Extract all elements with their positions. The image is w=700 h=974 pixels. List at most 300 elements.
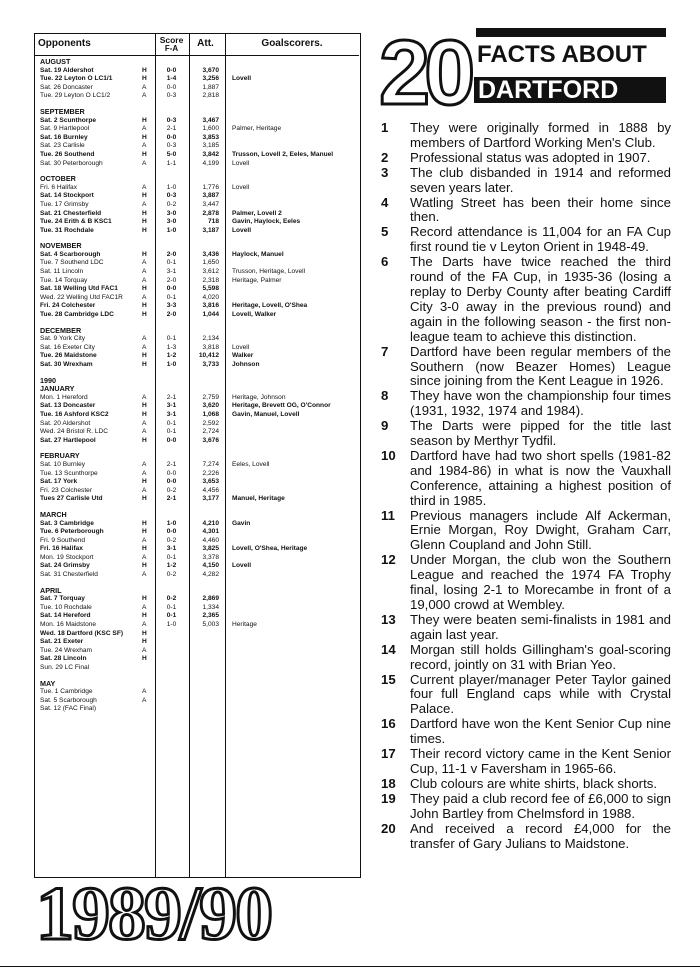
fixture-venue: A (142, 646, 147, 654)
fixture-attendance: 1,600 (202, 125, 219, 133)
fixture-match: Sat. 28 Lincoln (40, 655, 87, 663)
fact-text: Dartford have had two short spells (1981-82 and 1984-86) in what is now the Vauxhall Conference, attaining a highest position of third in 1985. (410, 447, 671, 508)
fixture-goalscorers: Lovell (232, 343, 250, 351)
fixture-attendance: 3,436 (202, 250, 219, 258)
fixture-attendance: 1,887 (202, 83, 219, 91)
fixture-venue: H (142, 311, 147, 319)
fixture-score: 3-3 (166, 302, 177, 310)
fixture-goalscorers: Lovell (232, 226, 252, 234)
header-score: Score (159, 35, 184, 45)
page-bottom-rule (0, 966, 700, 967)
fixture-goalscorers: Heritage, Brevett OG, O'Connor (232, 402, 331, 410)
fixture-match: Sat. 16 Burnley (40, 133, 88, 141)
fixture-score: 0-1 (166, 603, 177, 611)
fixture-row (35, 478, 359, 487)
title-bar (476, 28, 666, 37)
fixture-row (35, 277, 359, 286)
fixture-row (35, 638, 359, 647)
fact-text: Current player/manager Peter Taylor gained four full England caps while with Crystal Palace. (410, 671, 671, 717)
fact-item (381, 509, 671, 554)
fixture-venue: A (142, 469, 147, 477)
fixture-match: Sat. 30 Wrexham (40, 361, 93, 368)
fact-number: 13 (381, 611, 396, 627)
fixture-attendance: 3,378 (202, 553, 219, 561)
fixture-score: 1-0 (166, 183, 177, 191)
fixture-row (35, 218, 359, 227)
fixture-attendance: 1,650 (202, 259, 219, 267)
fixture-match: Sat. 21 Chesterfield (40, 209, 102, 217)
fixture-score: 0-0 (166, 133, 177, 141)
fixture-attendance: 3,676 (202, 436, 219, 444)
fixture-attendance: 1,776 (202, 183, 219, 191)
fixture-attendance: 5,598 (202, 285, 219, 293)
fixture-score: 0-2 (166, 536, 177, 544)
fact-item (381, 643, 671, 673)
fixture-venue: H (142, 66, 147, 74)
fact-text: They were originally formed in 1888 by members of Dartford Working Men's Club. (410, 120, 671, 150)
month-section (35, 108, 359, 168)
facts-list (381, 121, 671, 851)
fact-item (381, 419, 671, 449)
fact-text: Record attendance is 11,004 for an FA Cup first round tie v Leyton Orient in 1948-49. (410, 224, 671, 255)
fixture-row (35, 630, 359, 639)
fixture-match: Sat. 30 Peterborough (40, 159, 103, 167)
fixture-match: Sat. 21 Exeter (40, 638, 84, 646)
fixture-match: Tue. 13 Scunthorpe (40, 469, 98, 477)
fixture-row (35, 528, 359, 537)
fixture-goalscorers: Walker (232, 352, 254, 360)
header-fa: F-A (164, 44, 179, 53)
fixture-venue: A (142, 696, 147, 704)
fixture-match: Sat. 16 Exeter City (40, 343, 95, 351)
fixture-row (35, 428, 359, 437)
fact-text: The club disbanded in 1914 and reformed seven years later. (410, 164, 671, 195)
fixture-attendance: 3,653 (202, 478, 219, 486)
month-title: MAY (40, 678, 56, 688)
fixture-venue: H (142, 192, 147, 200)
month-section (35, 327, 359, 370)
fixture-attendance: 2,226 (202, 469, 219, 477)
fixture-attendance: 718 (207, 218, 219, 226)
fixture-score: 0-2 (166, 200, 177, 208)
fixture-score: 0-2 (166, 486, 177, 494)
fixture-row (35, 411, 359, 420)
fact-text: They have won the championship four times (1931, 1932, 1974 and 1984). (410, 388, 671, 419)
fixture-row (35, 604, 359, 613)
fixtures-table (34, 33, 361, 878)
fact-number: 16 (381, 716, 396, 732)
fixture-match: Sat. 31 Chesterfield (40, 571, 98, 579)
fixture-row (35, 437, 359, 446)
fixture-row (35, 84, 359, 93)
fixture-attendance: 3,842 (202, 150, 219, 158)
fixture-row (35, 160, 359, 169)
fixture-goalscorers: Lovell (232, 183, 250, 191)
fixture-venue: A (142, 536, 147, 544)
fixture-match: Tue. 26 Southend (40, 150, 95, 158)
fixture-goalscorers: Haylock, Manuel (232, 250, 284, 258)
fixture-attendance: 4,460 (202, 536, 219, 544)
fixture-venue: H (142, 655, 147, 663)
fixture-row (35, 688, 359, 697)
fixture-score: 0-0 (166, 478, 177, 486)
fixture-attendance: 3,620 (202, 402, 219, 410)
fixture-match: Sat. 26 Doncaster (40, 83, 93, 91)
fixture-attendance: 4,150 (202, 562, 219, 570)
fixture-row (35, 125, 359, 134)
fixture-venue: H (142, 629, 147, 637)
fixture-match: Sat. 9 Hartlepool (40, 125, 90, 133)
fixture-row (35, 67, 359, 76)
fixture-match: Sat. 3 Cambridge (40, 519, 94, 527)
month-title: NOVEMBER (40, 241, 82, 251)
fixture-venue: H (142, 495, 147, 503)
fixture-row (35, 335, 359, 344)
fixture-match: Tue. 26 Maidstone (40, 352, 97, 360)
fixture-match: Tue. 22 Leyton O LC1/1 (40, 75, 113, 83)
fixture-score: 2-1 (166, 495, 177, 503)
fixture-venue: H (142, 361, 147, 368)
fixture-row (35, 294, 359, 303)
fixture-venue: A (142, 83, 147, 91)
fixture-row (35, 344, 359, 353)
fact-number: 2 (381, 149, 389, 165)
fixture-venue: H (142, 209, 147, 217)
fixture-venue: H (142, 519, 147, 527)
fact-number: 9 (381, 418, 389, 434)
fixture-goalscorers: Lovell, O'Shea, Heritage (232, 545, 308, 553)
fixture-score: 0-3 (166, 192, 177, 200)
fixture-venue: A (142, 276, 147, 284)
fact-text: Dartford have won the Kent Senior Cup nine times. (410, 716, 671, 747)
fact-number: 15 (381, 671, 396, 687)
fact-number: 5 (381, 224, 389, 240)
fact-number: 6 (381, 254, 389, 270)
fixture-attendance: 2,365 (202, 612, 219, 620)
fixture-match: Fri. 16 Halifax (40, 545, 83, 553)
fixture-score: 2-1 (166, 460, 177, 468)
fixture-row (35, 420, 359, 429)
fixture-match: Sat. 12 (FAC Final) (40, 705, 97, 713)
month-section (35, 58, 359, 101)
fixture-attendance: 3,612 (202, 268, 219, 276)
fixture-attendance: 2,869 (202, 595, 219, 603)
fixture-venue: H (142, 150, 147, 158)
fixture-match: Wed. 22 Welling Utd FAC1R (40, 293, 123, 301)
month-title: MARCH (40, 509, 67, 519)
season-title: 1989/90 (36, 872, 272, 956)
fixture-venue: H (142, 638, 147, 646)
fixture-row (35, 402, 359, 411)
fixture-venue: H (142, 218, 147, 226)
month-title: FEBRUARY (40, 451, 80, 461)
fixture-score: 2-0 (166, 276, 177, 284)
fact-item (381, 673, 671, 718)
fixture-venue: A (142, 200, 147, 208)
fixture-match: Sat. 24 Grimsby (40, 562, 90, 570)
fixture-row (35, 259, 359, 268)
fixture-venue: H (142, 133, 147, 141)
fixture-row (35, 705, 359, 714)
fixture-score: 0-1 (166, 553, 177, 561)
fact-text: Morgan still holds Gillingham's goal-scoring record, jointly on 31 with Brian Yeo. (410, 641, 671, 672)
fact-item (381, 151, 671, 166)
fixture-score: 1-2 (166, 352, 177, 360)
fixture-row (35, 461, 359, 470)
fixture-venue: H (142, 302, 147, 310)
fixture-row (35, 361, 359, 370)
fixture-venue: A (142, 428, 147, 436)
fixture-venue: A (142, 125, 147, 133)
fixture-score: 5-0 (166, 150, 177, 158)
fixture-attendance: 4,456 (202, 486, 219, 494)
fixture-match: Tue. 14 Torquay (40, 276, 88, 284)
fixture-venue: A (142, 183, 147, 191)
fact-item (381, 121, 671, 151)
fixture-match: Sat. 19 Aldershot (40, 66, 94, 74)
fixture-row (35, 470, 359, 479)
fixture-match: Tue. 7 Southend LDC (40, 259, 104, 267)
fixture-attendance: 3,853 (202, 133, 219, 141)
fixture-score: 3-0 (166, 218, 177, 226)
fixture-match: Tue. 6 Peterborough (40, 528, 104, 536)
fact-item (381, 166, 671, 196)
fact-number: 12 (381, 552, 396, 568)
fixture-score: 0-0 (166, 469, 177, 477)
fixture-attendance: 3,187 (202, 226, 219, 234)
fact-text: They were beaten semi-finalists in 1981 and again last year. (410, 611, 671, 642)
fact-text: Club colours are white shirts, black shorts. (410, 775, 657, 791)
fixture-venue: A (142, 688, 147, 696)
fixture-attendance: 1,334 (202, 603, 219, 611)
fact-item (381, 449, 671, 509)
fixture-attendance: 4,301 (202, 528, 219, 536)
fixture-goalscorers: Trusson, Lovell 2, Eeles, Manuel (232, 150, 334, 158)
fixture-row (35, 697, 359, 706)
fixture-row (35, 621, 359, 630)
fixture-row (35, 210, 359, 219)
fixture-row (35, 562, 359, 571)
fixture-match: Tue. 29 Leyton O LC1/2 (40, 92, 111, 100)
fact-item (381, 777, 671, 792)
fixture-goalscorers: Heritage, Lovell, O'Shea (232, 302, 308, 310)
fixture-venue: A (142, 553, 147, 561)
fixture-match: Fri. 9 Southend (40, 536, 86, 544)
fixture-match: Sat. 2 Scunthorpe (40, 116, 97, 124)
fixture-venue: H (142, 436, 147, 444)
fixture-match: Sat. 14 Hereford (40, 612, 91, 620)
fixture-row (35, 612, 359, 621)
fact-item (381, 225, 671, 255)
fixture-score: 3-1 (166, 545, 177, 553)
fixture-attendance: 2,318 (202, 276, 219, 284)
fixture-attendance: 3,185 (202, 142, 219, 150)
fixture-attendance: 10,412 (198, 352, 219, 360)
fixture-venue: A (142, 335, 147, 343)
fixture-goalscorers: Gavin (232, 519, 251, 527)
fixture-match: Sat. 4 Scarborough (40, 250, 101, 258)
fact-item (381, 747, 671, 777)
fixture-goalscorers: Lovell (232, 75, 252, 83)
month-section (35, 377, 359, 446)
fixture-match: Mon. 19 Stockport (40, 553, 94, 561)
fixture-score: 1-0 (166, 361, 177, 368)
fixture-goalscorers: Manuel, Heritage (232, 495, 285, 503)
fixture-venue: H (142, 402, 147, 410)
fixture-score: 0-0 (166, 285, 177, 293)
month-title: DECEMBER (40, 325, 82, 335)
month-section (35, 175, 359, 235)
fact-number: 8 (381, 388, 389, 404)
fixture-score: 0-3 (166, 142, 177, 150)
fixture-attendance: 2,818 (202, 92, 219, 100)
fixture-match: Sat. 10 Burnley (40, 460, 86, 468)
fixture-score: 2-1 (166, 125, 177, 133)
fixture-row (35, 537, 359, 546)
fact-number: 1 (381, 120, 389, 135)
fixture-score: 1-0 (166, 621, 177, 629)
fixture-match: Mon. 16 Maidstone (40, 621, 97, 629)
fact-text: The Darts have twice reached the third round of the FA Cup, in 1935-36 (losing a replay to Derby County after beating Cardiff City 3-0 away in the previous round) and again in the following season - the first non-league team to achieve this distinction. (410, 254, 671, 344)
fixture-goalscorers: Trusson, Heritage, Lovell (232, 268, 306, 276)
fact-text: Their record victory came in the Kent Senior Cup, 11-1 v Faversham in 1965-66. (410, 746, 671, 776)
fixture-match: Tue. 17 Grimsby (40, 200, 89, 208)
fixture-row (35, 92, 359, 101)
fact-item (381, 389, 671, 419)
fixture-row (35, 302, 359, 311)
facts-title-line2: DARTFORD (474, 77, 666, 103)
fixture-venue: H (142, 410, 147, 418)
fixture-venue: A (142, 621, 147, 629)
fixture-row (35, 117, 359, 126)
fixture-match: Sat. 9 York City (40, 335, 86, 343)
fixture-match: Sat. 17 York (40, 478, 78, 486)
fixture-match: Tue. 24 Wrexham (40, 646, 93, 654)
fixture-attendance: 2,759 (202, 393, 219, 401)
fact-number: 3 (381, 164, 389, 180)
fixture-attendance: 3,816 (202, 302, 219, 310)
facts-number: 20 (379, 22, 470, 124)
fixture-row (35, 545, 359, 554)
fixture-venue: H (142, 116, 147, 124)
fact-text: Under Morgan, the club won the Southern League and reached the 1974 FA Trophy final, losing 2-1 to Morecambe in front of a 19,000 crowd at Wembley. (410, 552, 671, 612)
fixture-score: 0-3 (166, 92, 177, 100)
fixture-match: Sat. 13 Doncaster (40, 402, 96, 410)
month-title: 1990 (40, 375, 56, 385)
fact-number: 7 (381, 343, 389, 359)
header-opponents: Opponents (38, 38, 91, 49)
fixture-attendance: 3,818 (202, 343, 219, 351)
fixture-match: Sat. 23 Carlisle (40, 142, 85, 150)
fixture-match: Mon. 1 Hereford (40, 393, 88, 401)
fixture-score: 1-2 (166, 562, 177, 570)
fixture-venue: H (142, 478, 147, 486)
fixture-venue: A (142, 393, 147, 401)
fixture-score: 1-0 (166, 519, 177, 527)
fact-text: Professional status was adopted in 1907. (410, 149, 651, 165)
fact-number: 17 (381, 746, 396, 762)
fixture-goalscorers: Johnson (232, 361, 260, 368)
fixture-row (35, 151, 359, 160)
fixture-row (35, 268, 359, 277)
fixture-score: 0-1 (166, 428, 177, 436)
fixture-match: Fri. 6 Halifax (40, 183, 78, 191)
fixture-attendance: 3,256 (202, 75, 219, 83)
fact-item (381, 822, 671, 852)
fixture-row (35, 142, 359, 151)
fixture-attendance: 2,134 (202, 335, 219, 343)
fixture-match: Fri. 23 Colchester (40, 486, 93, 494)
fixture-attendance: 4,210 (202, 519, 219, 527)
fixture-attendance: 2,878 (202, 209, 219, 217)
fixture-score: 0-1 (166, 335, 177, 343)
fact-item (381, 717, 671, 747)
table-header (35, 34, 359, 56)
fact-text: They paid a club record fee of £6,000 to sign John Bartley from Chelmsford in 1988. (410, 790, 671, 821)
fixture-venue: A (142, 259, 147, 267)
fixture-score: 0-0 (166, 66, 177, 74)
fixture-venue: A (142, 293, 147, 301)
fact-number: 20 (381, 820, 396, 836)
fact-item (381, 792, 671, 822)
fixture-attendance: 3,177 (202, 495, 219, 503)
fixture-match: Wed. 24 Bristol R. LDC (40, 428, 109, 436)
fact-item (381, 345, 671, 390)
fixture-match: Sat. 5 Scarborough (40, 696, 97, 704)
fixture-match: Tue. 10 Rochdale (40, 603, 92, 611)
fixture-score: 0-1 (166, 259, 177, 267)
fixture-goalscorers: Gavin, Manuel, Lovell (232, 410, 300, 418)
month-section (35, 452, 359, 504)
fact-text: The Darts were pipped for the title last season by Merthyr Tydfil. (410, 418, 671, 449)
fixture-attendance: 2,724 (202, 428, 219, 436)
fixture-attendance: 3,447 (202, 200, 219, 208)
fixture-goalscorers: Palmer, Lovell 2 (232, 209, 282, 217)
fixture-row (35, 655, 359, 664)
fixture-row (35, 184, 359, 193)
fixture-score: 1-1 (166, 159, 177, 167)
fixture-venue: A (142, 159, 147, 167)
fixture-score: 0-2 (166, 571, 177, 579)
fixture-attendance: 7,274 (202, 460, 219, 468)
fixture-venue: H (142, 562, 147, 570)
fixture-score: 3-1 (166, 268, 177, 276)
fixture-score: 2-0 (166, 250, 177, 258)
fixture-venue: A (142, 92, 147, 100)
fixture-match: Wed. 18 Dartford (KSC SF) (40, 629, 124, 637)
fact-text: Watling Street has been their home since then. (410, 194, 671, 225)
fixture-venue: A (142, 486, 147, 494)
fixture-attendance: 4,199 (202, 159, 219, 167)
fixture-score: 3-1 (166, 402, 177, 410)
month-title: OCTOBER (40, 174, 76, 184)
fixture-goalscorers: Palmer, Heritage (232, 125, 282, 133)
fact-number: 18 (381, 775, 396, 791)
fixture-attendance: 1,068 (202, 410, 219, 418)
fixture-match: Tue. 31 Rochdale (40, 226, 94, 234)
fixture-row (35, 487, 359, 496)
fixture-venue: H (142, 352, 147, 360)
fact-text: Previous managers include Alf Ackerman, Ernie Morgan, Roy Dwight, Graham Carr, Glenn Coupland and John Still. (410, 507, 671, 553)
fixture-score: 2-0 (166, 311, 177, 319)
fixture-goalscorers: Heritage, Palmer (232, 276, 282, 284)
fixture-venue: H (142, 528, 147, 536)
fixture-row (35, 201, 359, 210)
fixture-match: Fri. 24 Colchester (40, 302, 96, 310)
fixture-score: 1-3 (166, 343, 177, 351)
fixture-attendance: 4,020 (202, 293, 219, 301)
fact-item (381, 255, 671, 344)
